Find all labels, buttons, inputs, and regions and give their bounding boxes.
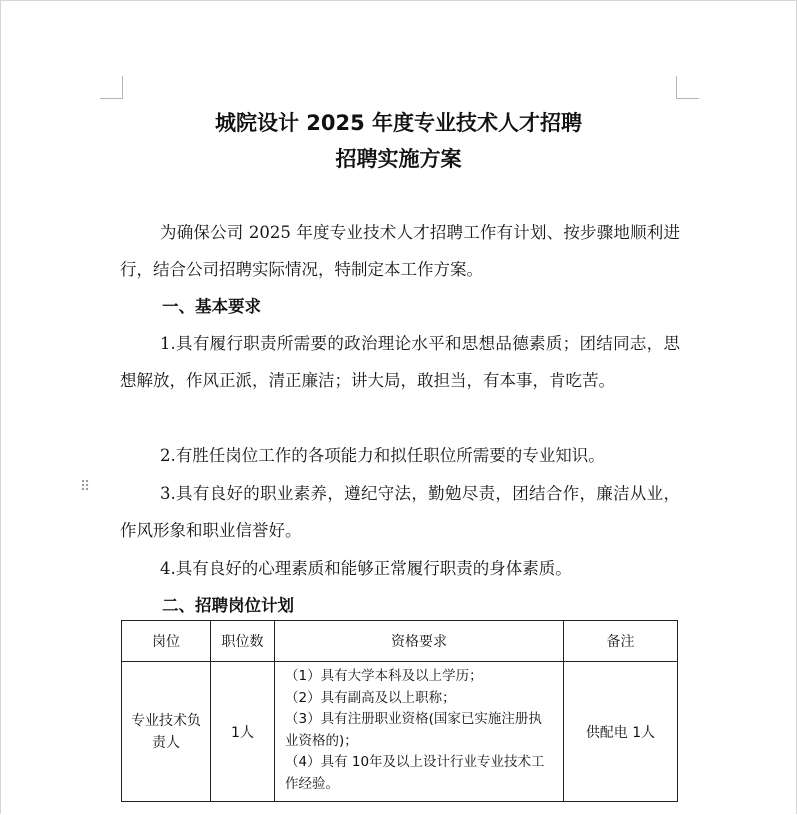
intro-paragraph[interactable]: 为确保公司 2025 年度专业技术人才招聘工作有计划、按步骤地顺利进行，结合公司招聘实际情况，特制定本工作方案。: [120, 223, 680, 279]
requirement-item-1[interactable]: 1.具有履行职责所需要的政治理论水平和思想品德素质；团结同志，思想解放，作风正派，清正廉洁；讲大局，敢担当，有本事，肯吃苦。: [120, 334, 680, 390]
table-row: [122, 662, 678, 802]
table-header-row: [122, 621, 678, 662]
header-note[interactable]: 备注: [564, 621, 678, 662]
requirement-item-3[interactable]: 3.具有良好的职业素养，遵纪守法，勤勉尽责，团结合作，廉洁从业，作风形象和职业信誉好。: [120, 484, 680, 540]
requirement-line: （4）具有 10年及以上设计行业专业技术工作经验。: [285, 754, 545, 792]
drag-handle-icon[interactable]: ⠿: [80, 479, 90, 495]
section-heading-recruitment-plan[interactable]: 二、招聘岗位计划: [162, 596, 294, 615]
section-heading-basic-requirements[interactable]: 一、基本要求: [162, 297, 261, 316]
header-position[interactable]: 岗位: [122, 621, 211, 662]
margin-corner-top-left: [100, 76, 123, 99]
document-subtitle: 招聘实施方案: [335, 147, 462, 171]
requirement-item-2[interactable]: 2.有胜任岗位工作的各项能力和拟任职位所需要的专业知识。: [160, 446, 605, 465]
header-count[interactable]: 职位数: [211, 621, 275, 662]
requirement-line: （2）具有副高及以上职称；: [285, 689, 456, 706]
document-title: 城院设计 2025 年度专业技术人才招聘: [214, 111, 583, 135]
header-requirements[interactable]: 资格要求: [275, 621, 564, 662]
cell-note[interactable]: 供配电 1人: [564, 662, 678, 802]
cell-requirements[interactable]: [275, 662, 564, 802]
cell-count[interactable]: 1人: [211, 662, 275, 802]
cell-position[interactable]: 专业技术负责人: [122, 662, 211, 802]
requirement-line: （1）具有大学本科及以上学历；: [285, 668, 483, 684]
recruitment-plan-table: [121, 620, 678, 802]
margin-corner-top-right: [676, 76, 699, 99]
requirement-item-4[interactable]: 4.具有良好的心理素质和能够正常履行职责的身体素质。: [160, 559, 572, 578]
requirement-line: （3）具有注册职业资格(国家已实施注册执业资格的)；: [285, 711, 542, 749]
